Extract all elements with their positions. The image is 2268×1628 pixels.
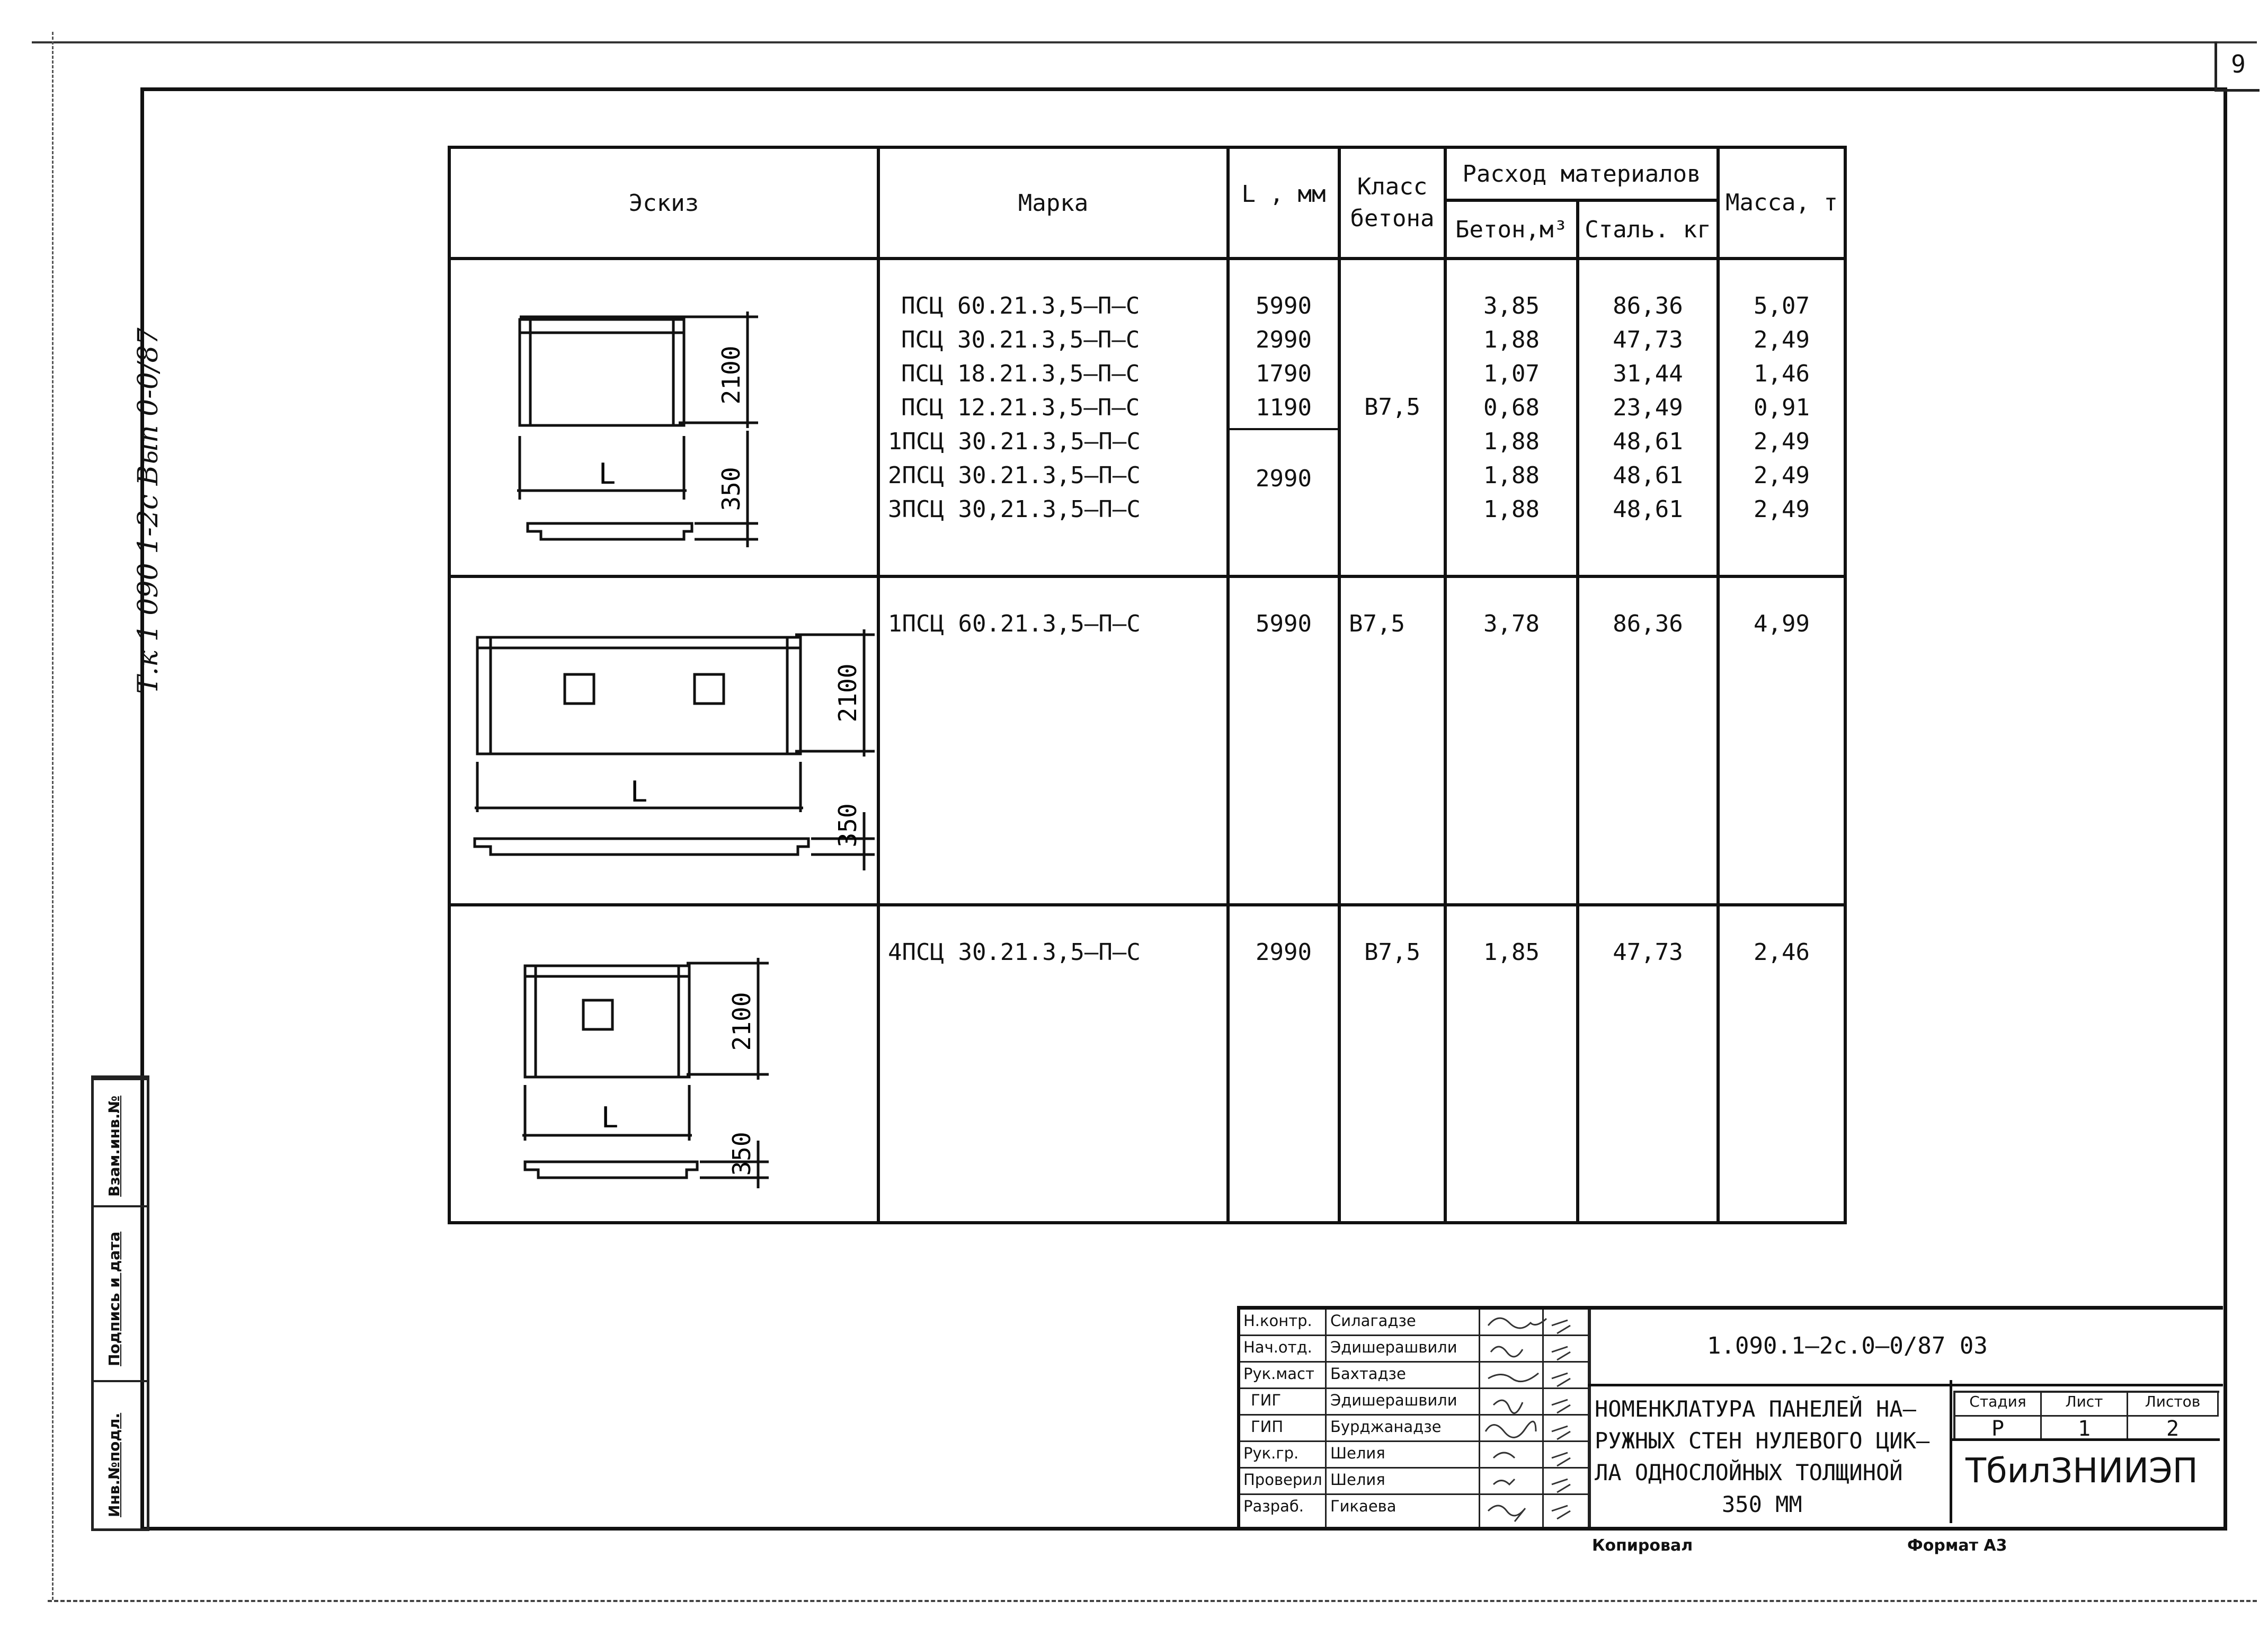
sheet-trim-line-top xyxy=(32,41,2257,43)
panel-sketch-1 xyxy=(451,261,875,574)
steel-value: 48,61 xyxy=(1613,428,1683,455)
length-value: 2990 xyxy=(1256,326,1312,353)
steel-value: 47,73 xyxy=(1613,326,1683,353)
volume-value: 1,88 xyxy=(1483,428,1540,455)
title-block-divider xyxy=(1588,1310,1591,1527)
sketch-3-length-label: L xyxy=(601,1101,619,1134)
handwritten-signatures xyxy=(1480,1310,1586,1527)
sheet-label: Лист xyxy=(2042,1393,2128,1417)
signature-role: Н.контр. xyxy=(1243,1312,1312,1330)
signature-role: Рук.гр. xyxy=(1243,1444,1299,1462)
sketch-1-thickness-label: 350 xyxy=(717,467,745,511)
steel-value: 31,44 xyxy=(1613,360,1683,387)
sketch-2-height-label: 2100 xyxy=(833,663,862,723)
header-mass: Масса, т xyxy=(1718,147,1845,259)
marks-group-3 xyxy=(878,905,1228,1223)
signature-role: ГИП xyxy=(1251,1418,1284,1436)
mass-value: 2,49 xyxy=(1754,428,1810,455)
mass-group-1 xyxy=(1718,259,1845,576)
sheet-title-line: 350 ММ xyxy=(1722,1491,1802,1517)
length-group-2: 5990 xyxy=(1228,576,1339,905)
side-stamp-cell-inventory xyxy=(94,1380,147,1528)
organization-name: ТбилЗНИИЭП xyxy=(1965,1452,2198,1491)
signature-name: Бурджанадзе xyxy=(1330,1418,1442,1436)
steel-value: 23,49 xyxy=(1613,394,1683,421)
concrete-volume-group-3: 1,85 xyxy=(1445,905,1578,1223)
document-code: 1.090.1–2с.0–0/87 03 xyxy=(1707,1332,1988,1359)
steel-group-2: 86,36 xyxy=(1578,576,1718,905)
mass-value: 2,49 xyxy=(1754,326,1810,353)
header-steel: Сталь. кг xyxy=(1578,200,1718,259)
side-stamp-signature-label: Подпись и дата xyxy=(105,1231,123,1366)
page-number: 9 xyxy=(2214,41,2260,92)
mark-row: 4ПСЦ 30.21.3,5–П–С xyxy=(888,939,1141,966)
sheet-title xyxy=(1595,1393,1929,1520)
mass-group-3: 2,46 xyxy=(1718,905,1845,1223)
panel-nomenclature-table xyxy=(448,146,1847,1224)
stage-label: Стадия xyxy=(1955,1393,2042,1417)
length-value: 2990 xyxy=(1256,465,1312,492)
mass-group-2: 4,99 xyxy=(1718,576,1845,905)
signature-role: ГИГ xyxy=(1251,1391,1282,1409)
volume-value: 1,88 xyxy=(1483,326,1540,353)
sketch-group-3 xyxy=(449,905,878,1223)
side-document-code: Т.к 1 090 1-2с Вып 0-0/87 xyxy=(132,327,164,694)
title-block-divider xyxy=(1950,1380,1952,1523)
steel-value: 48,61 xyxy=(1613,496,1683,523)
title-block-divider xyxy=(1951,1438,2220,1441)
steel-group-3: 47,73 xyxy=(1578,905,1718,1223)
panel-sketch-2 xyxy=(451,579,875,902)
sheet-title-line: НОМЕНКЛАТУРА ПАНЕЛЕЙ НА– xyxy=(1595,1396,1916,1422)
volume-value: 0,68 xyxy=(1483,394,1540,421)
length-value: 5990 xyxy=(1256,292,1312,319)
mass-value: 0,91 xyxy=(1754,394,1810,421)
header-concrete-volume: Бетон,м³ xyxy=(1445,200,1578,259)
steel-group-1 xyxy=(1578,259,1718,576)
header-sketch: Эскиз xyxy=(449,147,878,259)
length-value: 1790 xyxy=(1256,360,1312,387)
side-stamp-cell-signature xyxy=(94,1205,147,1382)
sketch-2-length-label: L xyxy=(630,775,648,808)
sheet-trim-line-left xyxy=(52,32,54,1600)
side-stamp-inventory-label: Инв.№подл. xyxy=(105,1412,123,1517)
sheets-label: Листов xyxy=(2128,1393,2219,1417)
concrete-class-group-2: В7,5 xyxy=(1339,576,1445,905)
concrete-class-group-3: В7,5 xyxy=(1339,905,1445,1223)
sketch-2-thickness-label: 350 xyxy=(833,803,862,848)
sheets-value: 2 xyxy=(2166,1417,2180,1441)
format-label: Формат А3 xyxy=(1907,1536,2007,1555)
length-value: 1190 xyxy=(1256,394,1312,421)
header-length: L , мм xyxy=(1228,147,1339,259)
sketch-1-height-label: 2100 xyxy=(717,345,745,405)
concrete-volume-group-2: 3,78 xyxy=(1445,576,1578,905)
sheet-title-line: ЛА ОДНОСЛОЙНЫХ ТОЛЩИНОЙ xyxy=(1595,1460,1903,1485)
sketch-group-1 xyxy=(449,259,878,576)
steel-value: 48,61 xyxy=(1613,462,1683,489)
side-stamp-replaced-label: Взам.инв.№ xyxy=(105,1095,123,1197)
signature-name: Силагадзе xyxy=(1330,1312,1416,1330)
stage-value: Р xyxy=(1955,1417,2042,1439)
volume-value: 1,88 xyxy=(1483,462,1540,489)
marks-group-1 xyxy=(878,259,1228,576)
copied-by-label: Копировал xyxy=(1592,1536,1693,1555)
signature-name: Бахтадзе xyxy=(1330,1365,1406,1383)
mass-value: 2,49 xyxy=(1754,496,1810,523)
volume-value: 1,88 xyxy=(1483,496,1540,523)
header-concrete-class: Класс бетона xyxy=(1339,147,1445,259)
marks-group-2 xyxy=(878,576,1228,905)
signature-role: Рук.маст xyxy=(1243,1365,1314,1383)
mass-value: 2,49 xyxy=(1754,462,1810,489)
lengths-top xyxy=(1230,260,1338,430)
signature-name: Эдишерашвили xyxy=(1330,1391,1457,1409)
concrete-class-group-1: В7,5 xyxy=(1339,259,1445,576)
mark-row: 1ПСЦ 30.21.3,5–П–С xyxy=(888,428,1141,455)
length-group-3: 2990 xyxy=(1228,905,1339,1223)
side-stamp xyxy=(91,1075,149,1531)
sketch-group-2 xyxy=(449,576,878,905)
header-mark: Марка xyxy=(878,147,1228,259)
stage-grid xyxy=(1953,1391,2219,1440)
steel-value: 86,36 xyxy=(1613,292,1683,319)
mark-row: ПСЦ 30.21.3,5–П–С xyxy=(901,326,1140,353)
signature-role: Разраб. xyxy=(1243,1497,1304,1515)
mark-row: ПСЦ 60.21.3,5–П–С xyxy=(901,292,1140,319)
sheet-trim-line-bottom xyxy=(48,1600,2257,1602)
signature-name: Шелия xyxy=(1330,1444,1385,1462)
sketch-3-height-label: 2100 xyxy=(727,992,756,1051)
signature-name: Шелия xyxy=(1330,1471,1385,1489)
side-stamp-cell-replaced xyxy=(94,1078,147,1207)
sheet-value: 1 xyxy=(2042,1417,2128,1439)
mass-value: 1,46 xyxy=(1754,360,1810,387)
mark-row: 1ПСЦ 60.21.3,5–П–С xyxy=(888,610,1141,637)
mark-row: 3ПСЦ 30,21.3,5–П–С xyxy=(888,496,1141,523)
signature-name: Гикаева xyxy=(1330,1497,1397,1515)
volume-value: 3,85 xyxy=(1483,292,1540,319)
sketch-3-thickness-label: 350 xyxy=(727,1132,756,1176)
mass-value: 5,07 xyxy=(1754,292,1810,319)
lengths-group-1 xyxy=(1228,259,1339,576)
volume-value: 1,07 xyxy=(1483,360,1540,387)
signature-role: Нач.отд. xyxy=(1243,1338,1312,1356)
signature-role: Проверил xyxy=(1243,1471,1322,1489)
concrete-volume-group-1 xyxy=(1445,259,1578,576)
signature-name: Эдишерашвили xyxy=(1330,1338,1457,1356)
header-materials: Расход материалов xyxy=(1445,147,1718,200)
title-block-divider xyxy=(1588,1384,2223,1386)
mark-row: ПСЦ 18.21.3,5–П–С xyxy=(901,360,1140,387)
sheet-title-line: РУЖНЫХ СТЕН НУЛЕВОГО ЦИК– xyxy=(1595,1428,1930,1454)
mark-row: ПСЦ 12.21.3,5–П–С xyxy=(901,394,1140,421)
mark-row: 2ПСЦ 30.21.3,5–П–С xyxy=(888,462,1141,489)
sketch-1-length-label: L xyxy=(598,457,616,491)
panel-sketch-3 xyxy=(451,908,875,1220)
